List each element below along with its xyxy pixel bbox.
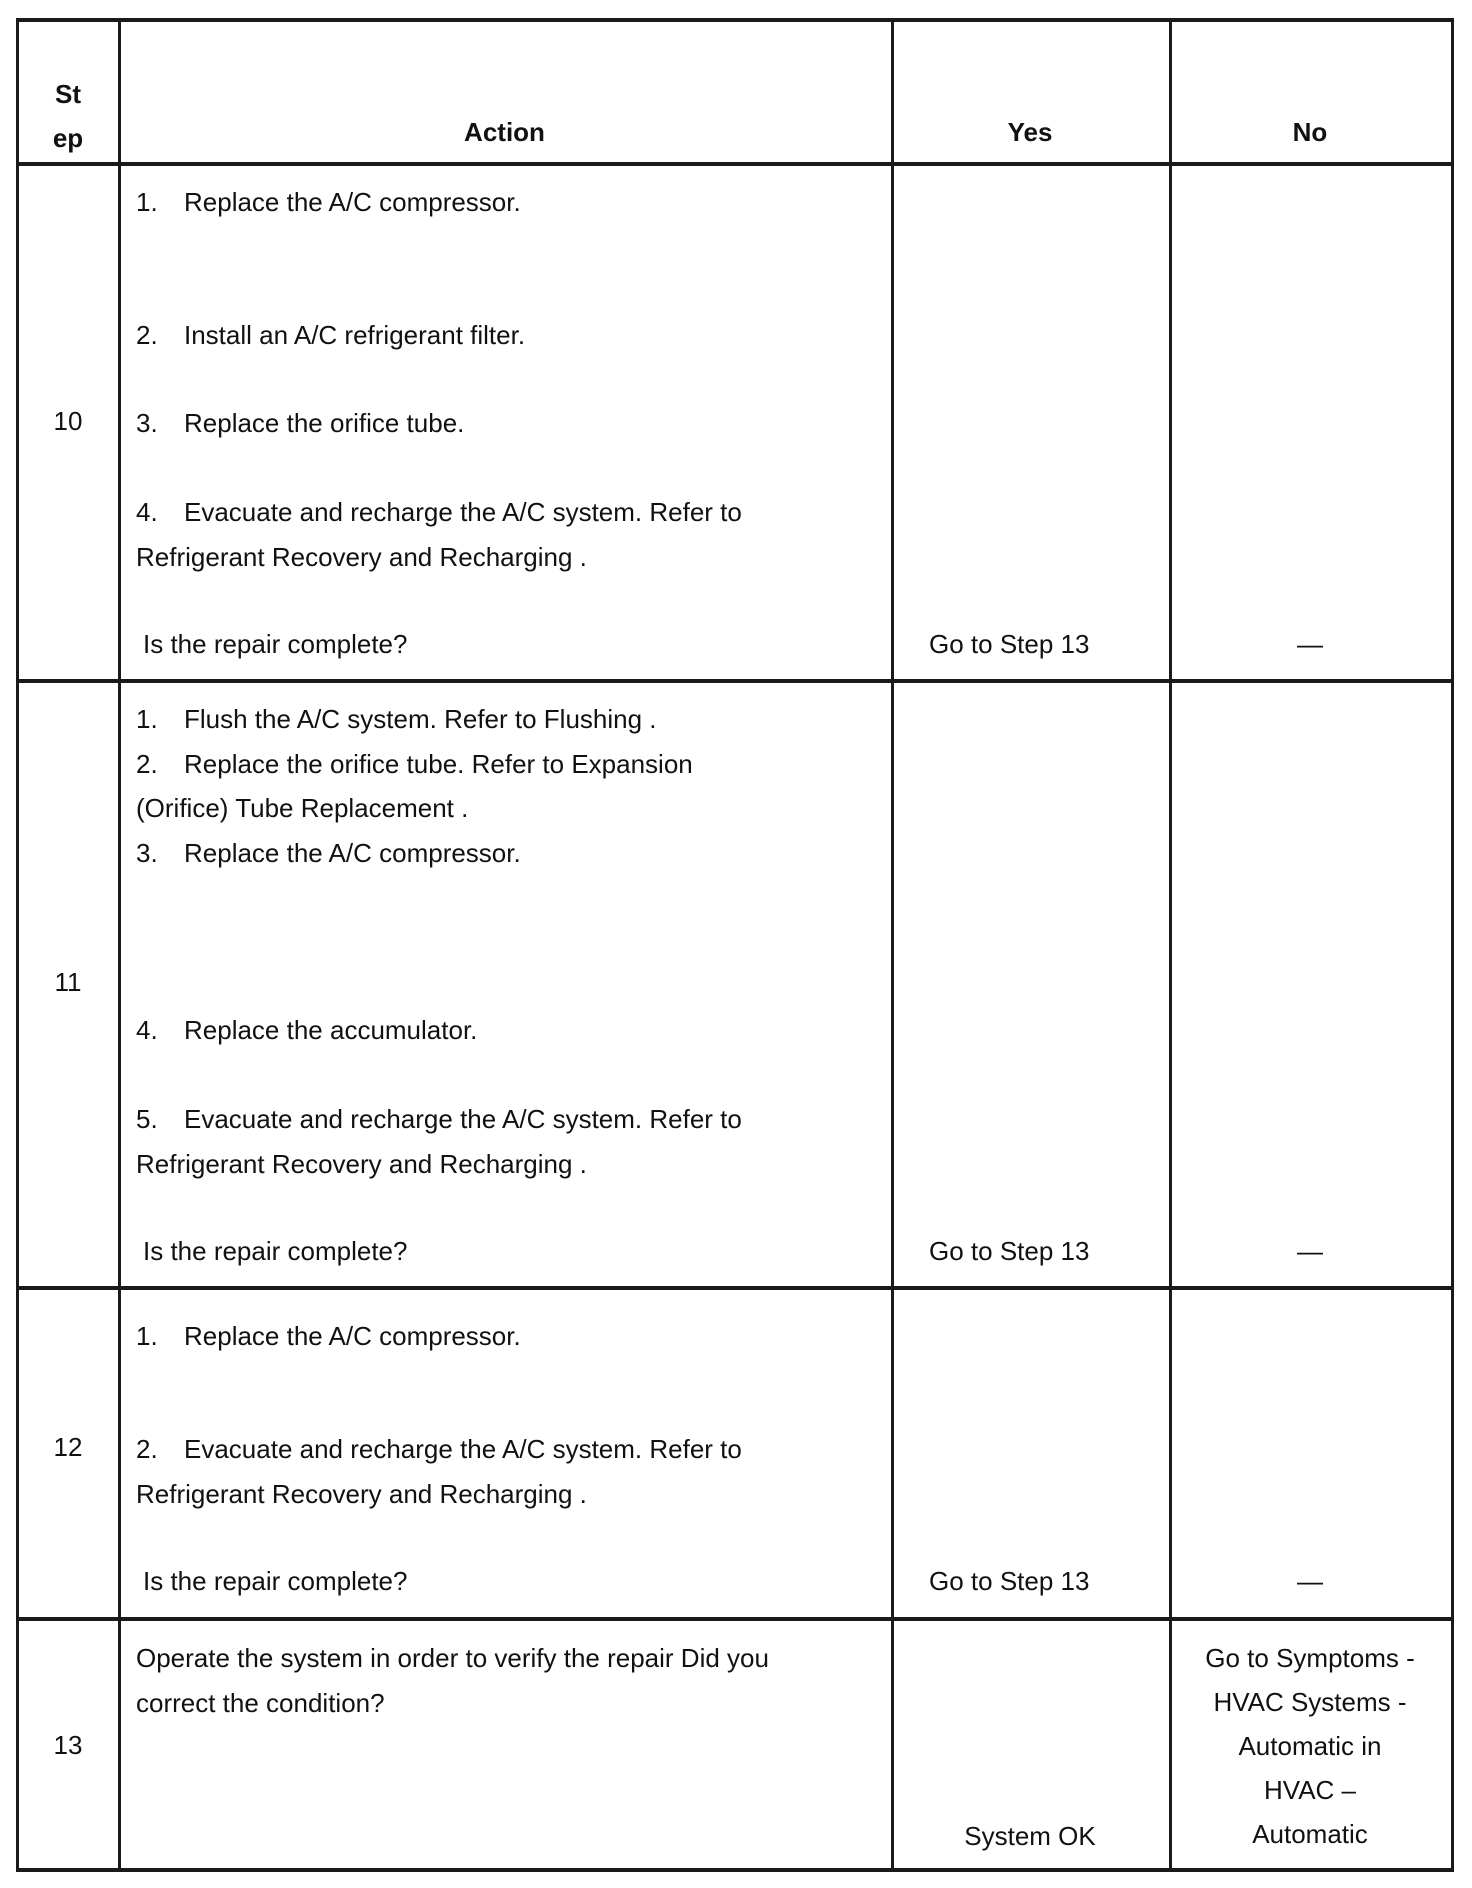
action-line: 3. Replace the orifice tube.: [136, 408, 465, 438]
repair-question: Is the repair complete?: [143, 1236, 408, 1266]
step-number: 10: [53, 406, 83, 436]
action-line: Refrigerant Recovery and Recharging .: [136, 1149, 587, 1179]
action-line: 2. Evacuate and recharge the A/C system. Refer to: [136, 1434, 742, 1464]
header-no: No: [1292, 117, 1328, 147]
action-line: 3. Replace the A/C compressor.: [136, 838, 521, 868]
step-number: 11: [54, 967, 82, 997]
header-step: [16, 72, 120, 160]
header-action: Action: [464, 117, 545, 147]
action-line: Operate the system in order to verify the repair Did you: [136, 1643, 769, 1673]
action-line: correct the condition?: [136, 1688, 385, 1718]
table-border-top: [16, 18, 1454, 22]
action-line: Refrigerant Recovery and Recharging .: [136, 542, 587, 572]
header-divider: [16, 162, 1454, 166]
row-divider: [16, 679, 1454, 683]
action-line: 2. Install an A/C refrigerant filter.: [136, 320, 526, 350]
table-border-bottom: [16, 1868, 1454, 1872]
row-divider: [16, 1286, 1454, 1290]
yes-result: System OK: [964, 1821, 1096, 1851]
action-line: 1. Flush the A/C system. Refer to Flushing .: [136, 704, 657, 734]
action-line: 2. Replace the orifice tube. Refer to Expansion: [136, 749, 693, 779]
row-divider: [16, 1617, 1454, 1621]
column-divider: [118, 18, 121, 1872]
table-border-left: [16, 18, 19, 1872]
no-result-line: HVAC –: [1264, 1775, 1356, 1805]
no-result-line: Automatic: [1252, 1819, 1368, 1849]
no-result: —: [1297, 1566, 1323, 1596]
action-line: (Orifice) Tube Replacement .: [136, 793, 469, 823]
action-line: 1. Replace the A/C compressor.: [136, 187, 521, 217]
action-line: 5. Evacuate and recharge the A/C system. Refer to: [136, 1104, 742, 1134]
header-step-line1: St: [55, 79, 81, 109]
no-result: [1169, 1636, 1451, 1856]
action-line: Refrigerant Recovery and Recharging .: [136, 1479, 587, 1509]
yes-result: Go to Step 13: [929, 629, 1090, 659]
action-line: 4. Replace the accumulator.: [136, 1015, 478, 1045]
step-number: 12: [53, 1432, 83, 1462]
action-line: 4. Evacuate and recharge the A/C system. Refer to: [136, 497, 742, 527]
table-border-right: [1451, 18, 1454, 1872]
no-result: —: [1297, 629, 1323, 659]
step-number: 13: [53, 1730, 83, 1760]
header-step-line2: ep: [52, 123, 84, 153]
no-result-line: Automatic in: [1238, 1731, 1382, 1761]
action-line: 1. Replace the A/C compressor.: [136, 1321, 521, 1351]
yes-result: Go to Step 13: [929, 1566, 1090, 1596]
no-result-line: HVAC Systems -: [1213, 1687, 1407, 1717]
no-result: —: [1297, 1236, 1323, 1266]
yes-result: Go to Step 13: [929, 1236, 1090, 1266]
column-divider: [891, 18, 894, 1872]
header-yes: Yes: [1007, 117, 1053, 147]
no-result-line: Go to Symptoms -: [1205, 1643, 1415, 1673]
repair-question: Is the repair complete?: [143, 629, 408, 659]
repair-question: Is the repair complete?: [143, 1566, 408, 1596]
